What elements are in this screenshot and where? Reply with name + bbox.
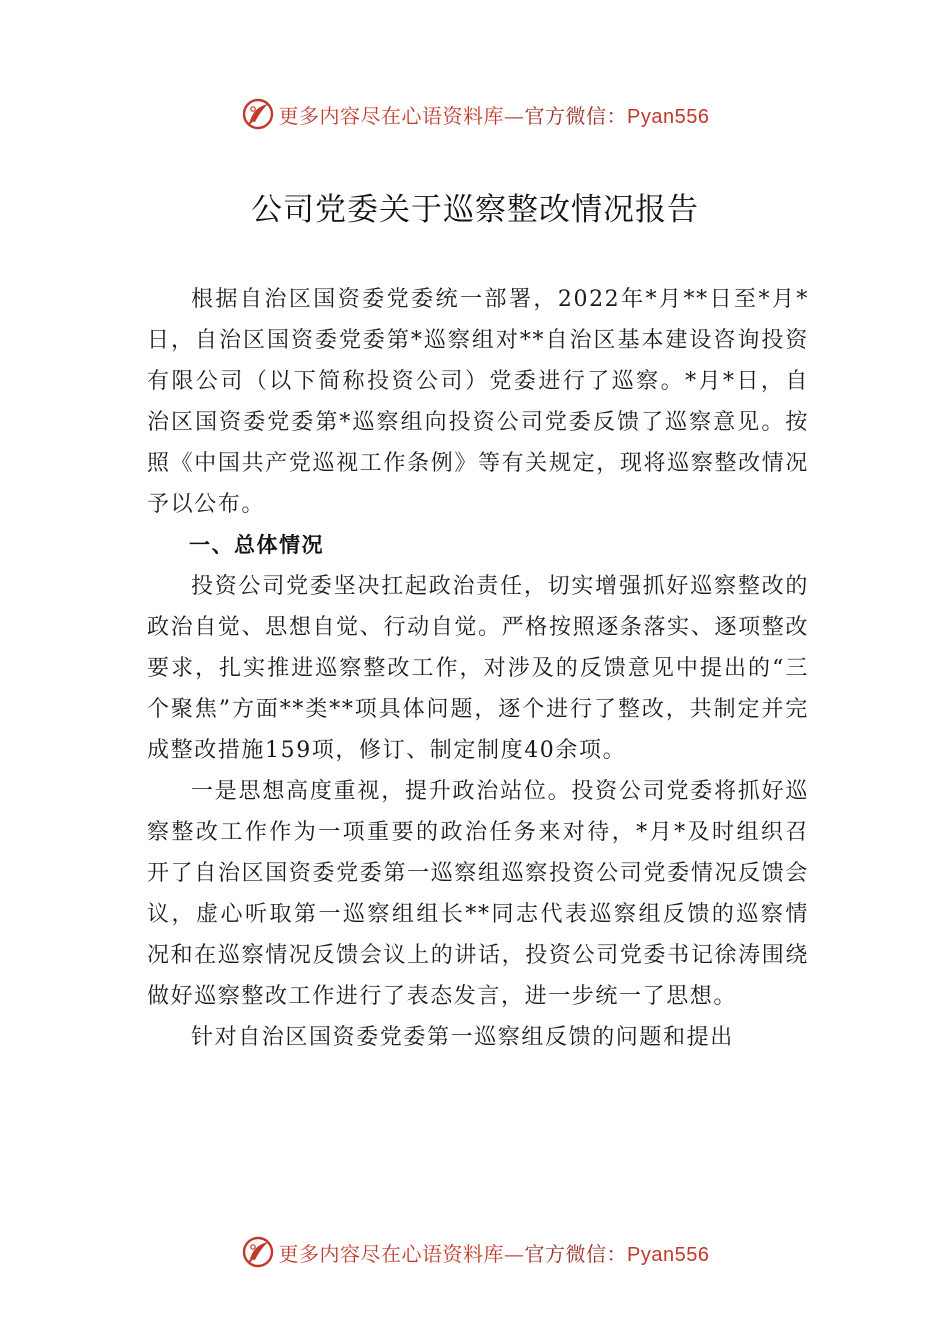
document-title: 公司党委关于巡察整改情况报告 [251, 192, 699, 228]
footer-banner [0, 1232, 950, 1272]
document-body [147, 279, 809, 1058]
banner-account: Pyan556 [627, 105, 710, 128]
paragraph-overall: 投资公司党委坚决扛起政治责任，切实增强抓好巡察整改的政治自觉、思想自觉、行动自觉。严格按照逐条落实、逐项整改要求，扎实推进巡察整改工作，对涉及的反馈意见中提出的“三个聚焦”方面**类**项具体问题，逐个进行了整改，共制定并完成整改措施159项，修订、制定制度40余项。 [147, 574, 809, 763]
banner-dash: — [504, 103, 525, 128]
banner-text [279, 1238, 710, 1267]
header-banner [0, 94, 950, 134]
banner-wechat-label: 官方微信： [524, 103, 628, 128]
banner-text [279, 100, 710, 129]
section-heading-overall: 一、总体情况 [189, 533, 324, 557]
paragraph-intro: 根据自治区国资委党委统一部署，2022年*月**日至*月*日，自治区国资委党委第*巡察组对**自治区基本建设咨询投资有限公司（以下简称投资公司）党委进行了巡察。*月*日，自治区国资委党委第*巡察组向投资公司党委反馈了巡察意见。按照《中国共产党巡视工作条例》等有关规定，现将巡察整改情况予以公布。 [147, 287, 809, 517]
banner-slogan: 更多内容尽在心语资料库 [278, 1241, 505, 1266]
banner-wechat-label: 官方微信： [524, 1241, 628, 1266]
logo-icon [241, 97, 275, 131]
paragraph-point-one: 一是思想高度重视，提升政治站位。投资公司党委将抓好巡察整改工作作为一项重要的政治任务来对待，*月*及时组织召开了自治区国资委党委第一巡察组巡察投资公司党委情况反馈会议，虚心听取第一巡察组组长**同志代表巡察组反馈的巡察情况和在巡察情况反馈会议上的讲话，投资公司党委书记徐涛围绕做好巡察整改工作进行了表态发言，进一步统一了思想。 [147, 779, 809, 1009]
paragraph-continued: 针对自治区国资委党委第一巡察组反馈的问题和提出 [191, 1025, 734, 1050]
banner-account: Pyan556 [627, 1243, 710, 1266]
banner-dash: — [504, 1241, 525, 1266]
logo-icon [241, 1235, 275, 1269]
banner-slogan: 更多内容尽在心语资料库 [278, 103, 505, 128]
